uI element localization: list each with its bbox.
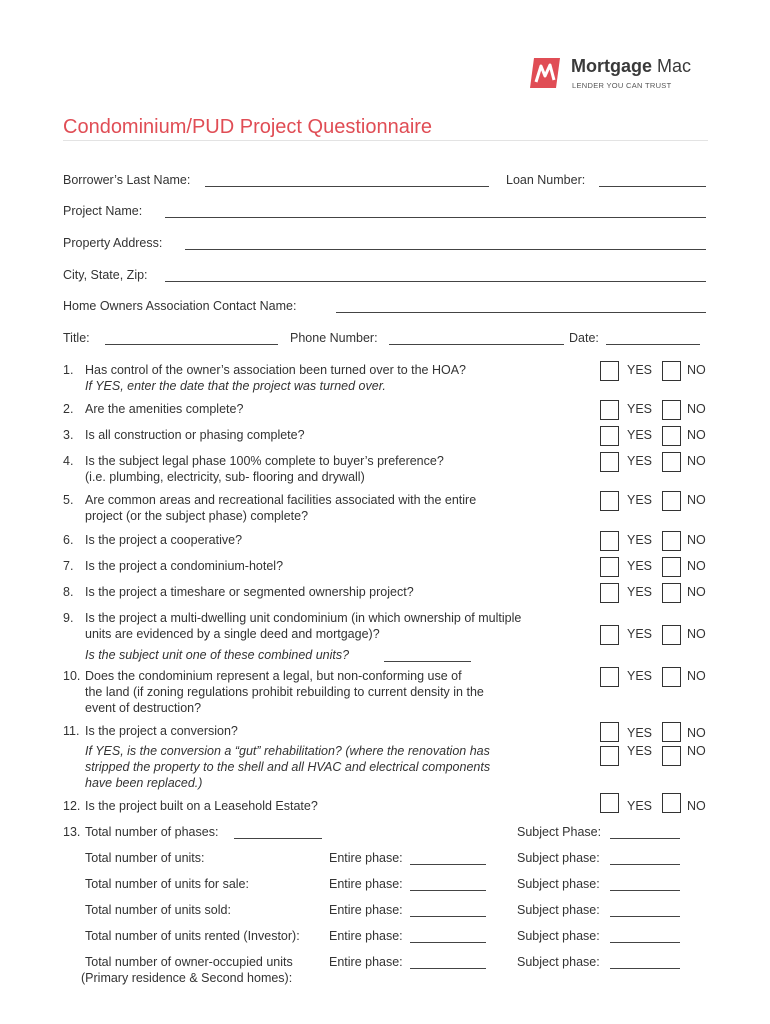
q4-yes-label: YES <box>627 454 653 468</box>
project-name-field[interactable] <box>165 217 706 218</box>
entire-phase-label: Entire phase: <box>329 903 403 917</box>
q6-yes-checkbox[interactable] <box>600 531 619 551</box>
q9-text: Is the project a multi-dwelling unit condominium (in which ownership of multiple <box>85 611 522 625</box>
entire-phase-field[interactable] <box>410 942 486 943</box>
hoa-label: Home Owners Association Contact Name: <box>63 299 297 313</box>
subject-phase-field[interactable] <box>610 968 680 969</box>
q3-yes-checkbox[interactable] <box>600 426 619 446</box>
q7-yes-label: YES <box>627 559 653 573</box>
q1-no-label: NO <box>687 363 706 377</box>
q9-subtext: Is the subject unit one of these combined units? <box>85 648 350 662</box>
q8-no-label: NO <box>687 585 706 599</box>
q2-text: Are the amenities complete? <box>85 402 244 416</box>
q9-no-label: NO <box>687 627 706 641</box>
page-title: Condominium/PUD Project Questionnaire <box>63 116 433 138</box>
q4-number: 4. <box>63 454 74 468</box>
date-field[interactable] <box>606 344 700 345</box>
project-label: Project Name: <box>63 204 143 218</box>
q12-yes-checkbox[interactable] <box>600 793 619 813</box>
q11-subtext-2: stripped the property to the shell and all HVAC and electrical components <box>85 760 491 774</box>
q8-no-checkbox[interactable] <box>662 583 681 603</box>
entire-phase-label: Entire phase: <box>329 877 403 891</box>
q1-yes-label: YES <box>627 363 653 377</box>
q13-subject-phase-label: Subject Phase: <box>517 825 602 839</box>
q3-yes-label: YES <box>627 428 653 442</box>
q13-text: Total number of phases: <box>85 825 219 839</box>
q9-no-checkbox[interactable] <box>662 625 681 645</box>
q10-yes-label: YES <box>627 669 653 683</box>
date-label: Date: <box>569 331 599 345</box>
q13-number: 13. <box>63 825 81 839</box>
q11-gut-yes-label: YES <box>627 744 653 758</box>
units-row-label-line2: (Primary residence & Second homes): <box>81 971 293 985</box>
subject-phase-label: Subject phase: <box>517 929 600 943</box>
q6-number: 6. <box>63 533 74 547</box>
q8-yes-checkbox[interactable] <box>600 583 619 603</box>
q10-no-checkbox[interactable] <box>662 667 681 687</box>
q10-yes-checkbox[interactable] <box>600 667 619 687</box>
q10-text: Does the condominium represent a legal, but non-conforming use of <box>85 669 462 683</box>
q7-yes-checkbox[interactable] <box>600 557 619 577</box>
q2-yes-label: YES <box>627 402 653 416</box>
q10-number: 10. <box>63 669 81 683</box>
title-divider <box>63 140 708 141</box>
q3-number: 3. <box>63 428 74 442</box>
entire-phase-field[interactable] <box>410 916 486 917</box>
units-row-label: Total number of units: <box>85 851 205 865</box>
q9-yes-label: YES <box>627 627 653 641</box>
logo-tagline: LENDER YOU CAN TRUST <box>572 81 672 90</box>
entire-phase-label: Entire phase: <box>329 929 403 943</box>
q11-yes-label: YES <box>627 726 653 740</box>
q3-no-label: NO <box>687 428 706 442</box>
mortgage-mac-logo-icon <box>528 56 562 90</box>
q11-gut-no-label: NO <box>687 744 706 758</box>
q1-text: Has control of the owner’s association been turned over to the HOA? <box>85 363 467 377</box>
subject-phase-field[interactable] <box>610 864 680 865</box>
q7-text: Is the project a condominium-hotel? <box>85 559 284 573</box>
q11-gut-no-checkbox[interactable] <box>662 746 681 766</box>
q7-no-checkbox[interactable] <box>662 557 681 577</box>
q2-no-label: NO <box>687 402 706 416</box>
subject-phase-label: Subject phase: <box>517 903 600 917</box>
q4-yes-checkbox[interactable] <box>600 452 619 472</box>
q1-subtext: If YES, enter the date that the project was turned over. <box>85 379 386 393</box>
hoa-contact-field[interactable] <box>336 312 706 313</box>
entire-phase-label: Entire phase: <box>329 955 403 969</box>
q12-no-checkbox[interactable] <box>662 793 681 813</box>
q4-text: Is the subject legal phase 100% complete to buyer’s preference? <box>85 454 444 468</box>
q9-text-line2: units are evidenced by a single deed and mortgage)? <box>85 627 380 641</box>
q6-no-checkbox[interactable] <box>662 531 681 551</box>
total-phases-field[interactable] <box>234 838 322 839</box>
q6-text: Is the project a cooperative? <box>85 533 243 547</box>
q4-no-checkbox[interactable] <box>662 452 681 472</box>
logo-name: Mortgage Mac <box>571 56 692 76</box>
q2-number: 2. <box>63 402 74 416</box>
q11-text: Is the project a conversion? <box>85 724 238 738</box>
q11-subtext-1: If YES, is the conversion a “gut” rehabilitation? (where the renovation has <box>85 744 490 758</box>
q6-yes-label: YES <box>627 533 653 547</box>
subject-phase-field[interactable] <box>610 916 680 917</box>
q8-number: 8. <box>63 585 74 599</box>
q11-gut-yes-checkbox[interactable] <box>600 746 619 766</box>
subject-phase-label: Subject phase: <box>517 851 600 865</box>
title-label: Title: <box>63 331 90 345</box>
entire-phase-label: Entire phase: <box>329 851 403 865</box>
q9-combined-units-field[interactable] <box>384 661 471 662</box>
q5-yes-label: YES <box>627 493 653 507</box>
q11-no-checkbox[interactable] <box>662 722 681 742</box>
q11-subtext-3: have been replaced.) <box>85 776 203 790</box>
title-field[interactable] <box>105 344 278 345</box>
city-state-zip-field[interactable] <box>165 281 706 282</box>
q8-yes-label: YES <box>627 585 653 599</box>
q4-text-line2: (i.e. plumbing, electricity, sub- flooring and drywall) <box>85 470 365 484</box>
phone-number-field[interactable] <box>389 344 564 345</box>
city-label: City, State, Zip: <box>63 268 148 282</box>
q12-no-label: NO <box>687 799 706 813</box>
subject-phase-field[interactable] <box>610 838 680 839</box>
borrower-label: Borrower’s Last Name: <box>63 173 191 187</box>
q11-yes-checkbox[interactable] <box>600 722 619 742</box>
q4-no-label: NO <box>687 454 706 468</box>
q9-yes-checkbox[interactable] <box>600 625 619 645</box>
q5-number: 5. <box>63 493 74 507</box>
units-row-label: Total number of units for sale: <box>85 877 249 891</box>
q3-no-checkbox[interactable] <box>662 426 681 446</box>
q12-yes-label: YES <box>627 799 653 813</box>
q3-text: Is all construction or phasing complete? <box>85 428 305 442</box>
q10-text-line2: the land (if zoning regulations prohibit rebuilding to current density in the <box>85 685 484 699</box>
entire-phase-field[interactable] <box>410 968 486 969</box>
entire-phase-field[interactable] <box>410 864 486 865</box>
property-address-field[interactable] <box>185 249 706 250</box>
q12-number: 12. <box>63 799 81 813</box>
q2-yes-checkbox[interactable] <box>600 400 619 420</box>
q5-no-label: NO <box>687 493 706 507</box>
q5-text-line2: project (or the subject phase) complete? <box>85 509 309 523</box>
q7-no-label: NO <box>687 559 706 573</box>
q1-number: 1. <box>63 363 74 377</box>
borrower-field[interactable] <box>205 186 489 187</box>
q10-no-label: NO <box>687 669 706 683</box>
q1-no-checkbox[interactable] <box>662 361 681 381</box>
subject-phase-field[interactable] <box>610 890 680 891</box>
subject-phase-field[interactable] <box>610 942 680 943</box>
q12-text: Is the project built on a Leasehold Estate? <box>85 799 318 813</box>
units-row-label: Total number of units rented (Investor): <box>85 929 300 943</box>
q1-yes-checkbox[interactable] <box>600 361 619 381</box>
q7-number: 7. <box>63 559 74 573</box>
q10-text-line3: event of destruction? <box>85 701 202 715</box>
q9-number: 9. <box>63 611 74 625</box>
units-row-label: Total number of owner-occupied units <box>85 955 293 969</box>
units-row-label: Total number of units sold: <box>85 903 231 917</box>
q5-text: Are common areas and recreational facilities associated with the entire <box>85 493 477 507</box>
q5-no-checkbox[interactable] <box>662 491 681 511</box>
subject-phase-label: Subject phase: <box>517 955 600 969</box>
q8-text: Is the project a timeshare or segmented ownership project? <box>85 585 414 599</box>
q11-number: 11. <box>63 724 80 738</box>
loan-label: Loan Number: <box>506 173 586 187</box>
q5-yes-checkbox[interactable] <box>600 491 619 511</box>
subject-phase-label: Subject phase: <box>517 877 600 891</box>
address-label: Property Address: <box>63 236 163 250</box>
q11-no-label: NO <box>687 726 706 740</box>
q6-no-label: NO <box>687 533 706 547</box>
entire-phase-field[interactable] <box>410 890 486 891</box>
phone-label: Phone Number: <box>290 331 378 345</box>
loan-number-field[interactable] <box>599 186 706 187</box>
q2-no-checkbox[interactable] <box>662 400 681 420</box>
